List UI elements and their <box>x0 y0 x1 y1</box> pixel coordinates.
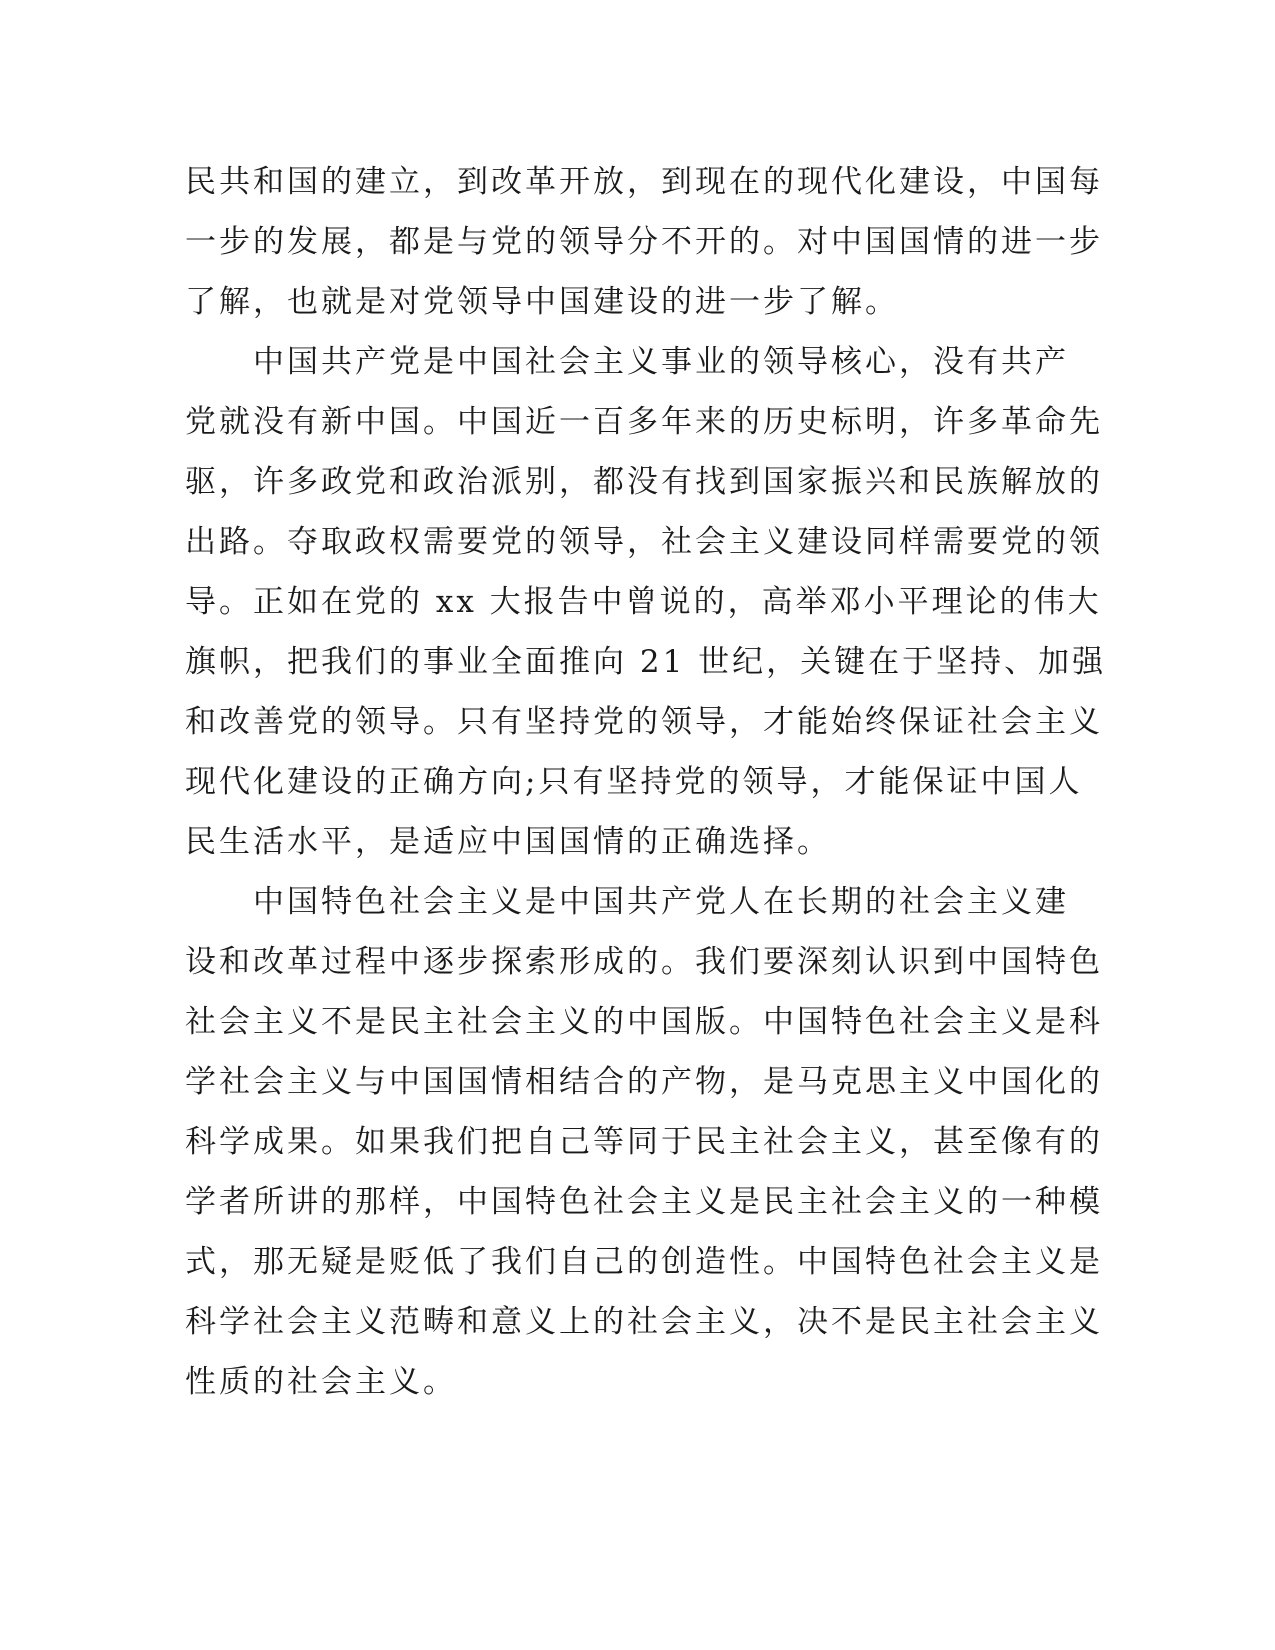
paragraph-first-line: 中国特色社会主义是中国共产党人在长期的社会主义建 <box>253 884 1069 920</box>
paragraph-first-line: 中国共产党是中国社会主义事业的领导核心，没有共产 <box>253 344 1069 380</box>
text-line: 现代化建设的正确方向;只有坚持党的领导，才能保证中国人 <box>185 764 1083 800</box>
text-line: 和改善党的领导。只有坚持党的领导，才能始终保证社会主义 <box>185 704 1103 740</box>
text-line: 式，那无疑是贬低了我们自己的创造性。中国特色社会主义是 <box>185 1244 1103 1280</box>
body-text <box>185 152 1107 1412</box>
text-line: 民共和国的建立，到改革开放，到现在的现代化建设，中国每 <box>185 164 1103 200</box>
text-line: 出路。夺取政权需要党的领导，社会主义建设同样需要党的领 <box>185 524 1103 560</box>
text-line: 一步的发展，都是与党的领导分不开的。对中国国情的进一步 <box>185 224 1103 260</box>
text-line: 驱，许多政党和政治派别，都没有找到国家振兴和民族解放的 <box>185 464 1103 500</box>
text-line: 了解，也就是对党领导中国建设的进一步了解。 <box>185 284 899 320</box>
text-line: 学社会主义与中国国情相结合的产物，是马克思主义中国化的 <box>185 1064 1103 1100</box>
text-line: 导。正如在党的 xx 大报告中曾说的，高举邓小平理论的伟大 <box>185 584 1102 620</box>
text-line: 民生活水平，是适应中国国情的正确选择。 <box>185 824 831 860</box>
text-line: 学者所讲的那样，中国特色社会主义是民主社会主义的一种模 <box>185 1184 1103 1220</box>
text-line: 科学社会主义范畴和意义上的社会主义，决不是民主社会主义 <box>185 1304 1103 1340</box>
text-line: 党就没有新中国。中国近一百多年来的历史标明，许多革命先 <box>185 404 1103 440</box>
text-line: 性质的社会主义。 <box>185 1364 457 1400</box>
text-line: 科学成果。如果我们把自己等同于民主社会主义，甚至像有的 <box>185 1124 1103 1160</box>
text-line: 社会主义不是民主社会主义的中国版。中国特色社会主义是科 <box>185 1004 1103 1040</box>
text-line: 设和改革过程中逐步探索形成的。我们要深刻认识到中国特色 <box>185 944 1103 980</box>
text-line: 旗帜，把我们的事业全面推向 21 世纪，关键在于坚持、加强 <box>185 644 1107 680</box>
